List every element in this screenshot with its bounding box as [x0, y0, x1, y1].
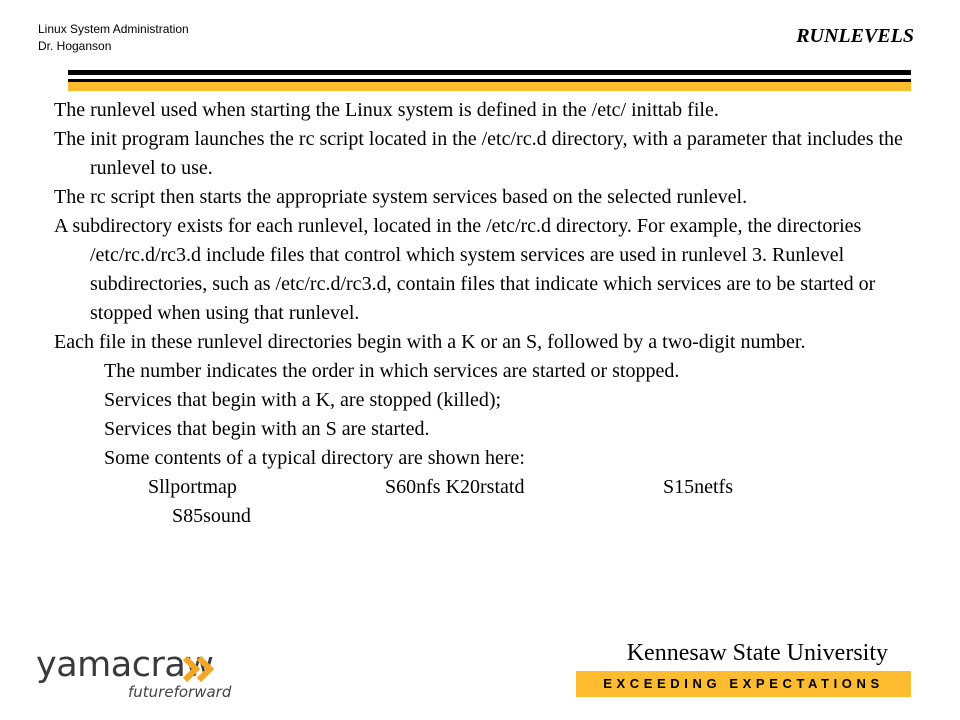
slide-body: [54, 96, 904, 531]
university-name: Kennesaw State University: [626, 640, 888, 666]
course-name: Linux System Administration: [38, 22, 189, 36]
sub-line: Some contents of a typical directory are shown here:: [104, 447, 525, 469]
directory-entry: S85sound: [172, 505, 251, 527]
sub-line: The number indicates the order in which services are started or stopped.: [104, 360, 680, 382]
logo-wordmark: yamacraw: [36, 645, 214, 685]
directory-entry: S15netfs: [663, 476, 733, 498]
double-chevron-icon: [182, 655, 222, 683]
instructor-name: Dr. Hoganson: [38, 39, 112, 53]
body-paragraph: The runlevel used when starting the Linux system is defined in the /etc/ inittab file.: [54, 99, 719, 121]
body-paragraph: A subdirectory exists for each runlevel, located in the /etc/rc.d directory. For example, the directories /etc/rc.d/rc3.d include files that control which system services are used in runlevel 3. Runlevel subdirectories, such as /etc/rc.d/rc3.d, contain files that indicate which services are to be started or stopped when using that runlevel.: [54, 215, 876, 324]
directory-listing: [54, 473, 904, 502]
sub-line: Services that begin with an S are started.: [104, 418, 430, 440]
body-paragraph: The init program launches the rc script located in the /etc/rc.d directory, with a parameter that includes the runlevel to use.: [54, 128, 903, 179]
header-rule-gold: [68, 82, 911, 91]
body-paragraph: The rc script then starts the appropriate system services based on the selected runlevel.: [54, 186, 748, 208]
header-rule-thick: [68, 70, 911, 75]
university-slogan: EXCEEDING EXPECTATIONS: [576, 671, 911, 697]
slide-header-left: [38, 21, 189, 55]
directory-entry: S60nfs K20rstatd: [385, 476, 525, 498]
logo-tagline: futureforward: [128, 683, 232, 701]
slide-title: RUNLEVELS: [796, 25, 914, 47]
sub-line: Services that begin with a K, are stopped (killed);: [104, 389, 502, 411]
yamacraw-logo: [36, 645, 236, 705]
body-paragraph: Each file in these runlevel directories begin with a K or an S, followed by a two-digit number.: [54, 331, 806, 353]
directory-entry: Sllportmap: [148, 476, 237, 498]
